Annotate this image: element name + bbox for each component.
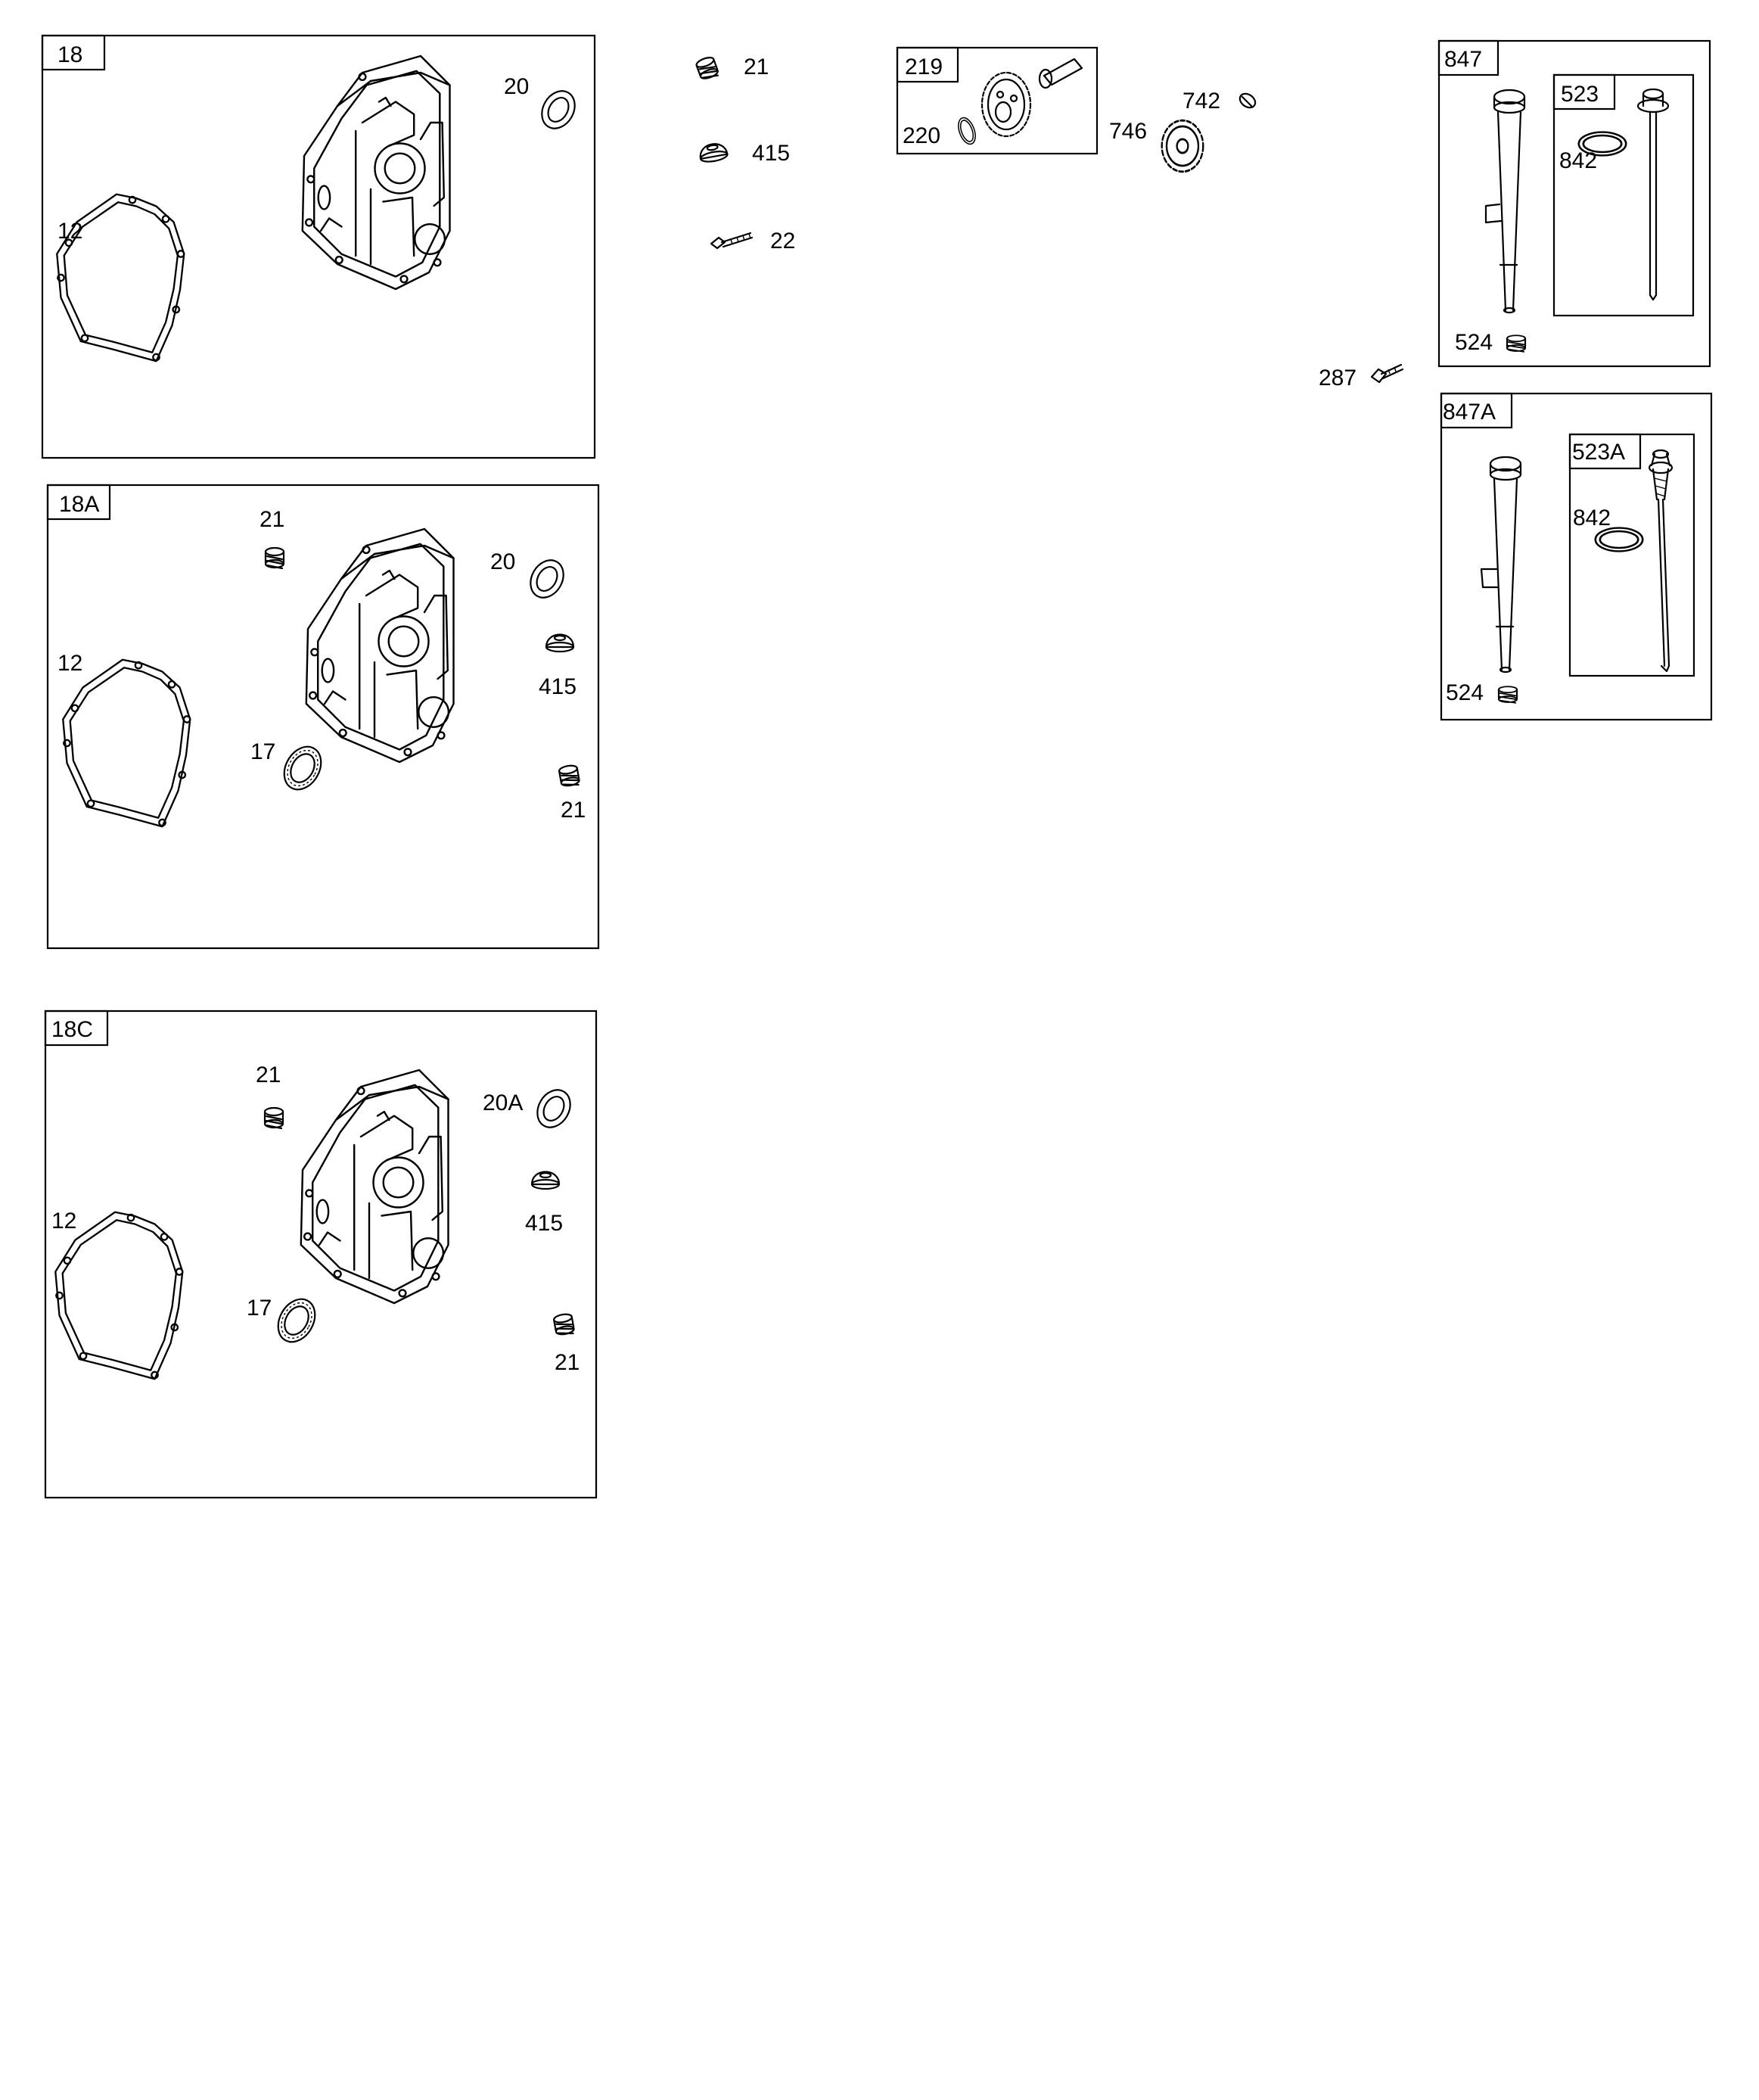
cap-415 xyxy=(698,142,728,163)
screw-287 xyxy=(1372,365,1403,382)
group-523-frame xyxy=(1554,75,1693,316)
group-18 xyxy=(42,36,595,458)
o-ring-842 xyxy=(1596,528,1642,552)
loose-gear-group xyxy=(1109,89,1258,172)
group-523 xyxy=(1554,75,1693,316)
crankcase-cover xyxy=(301,1070,449,1303)
group-18c xyxy=(45,1011,596,1498)
part-label-gasket: 12 xyxy=(51,1209,77,1234)
part-label-bearing: 17 xyxy=(247,1296,272,1321)
oil-seal-20a xyxy=(531,1084,577,1133)
group-219-id: 219 xyxy=(905,54,943,79)
plug-21-top xyxy=(265,1108,283,1128)
part-label-cap: 415 xyxy=(525,1211,564,1236)
plug-21-top xyxy=(266,548,284,568)
oil-seal-20 xyxy=(536,85,582,134)
clip-742 xyxy=(1237,91,1257,110)
governor-gear xyxy=(982,73,1030,136)
oil-seal-20 xyxy=(524,554,570,603)
group-847-id: 847 xyxy=(1444,47,1483,72)
loose-parts xyxy=(695,54,795,254)
part-label-ring: 842 xyxy=(1573,506,1611,530)
part-label-gasket: 12 xyxy=(57,651,83,676)
group-523a-frame xyxy=(1570,434,1694,676)
part-label-bearing: 17 xyxy=(250,739,276,764)
bolt-22 xyxy=(711,233,752,248)
cap-415 xyxy=(532,1172,559,1190)
part-label-seal: 20 xyxy=(504,74,530,99)
part-label-plug-top: 21 xyxy=(259,507,285,532)
group-847a-id: 847A xyxy=(1443,400,1496,425)
part-label-ring: 842 xyxy=(1559,148,1598,173)
group-18a-id: 18A xyxy=(59,492,100,517)
part-label-bolt: 22 xyxy=(770,229,796,254)
dipstick-tube xyxy=(1486,90,1524,313)
part-label-washer: 220 xyxy=(903,123,941,148)
dipstick-523a xyxy=(1649,450,1672,671)
part-label-plug-bottom: 21 xyxy=(555,1350,580,1375)
group-219 xyxy=(897,48,1097,154)
part-label-seal: 20A xyxy=(483,1090,524,1115)
group-18c-frame xyxy=(45,1011,596,1498)
gasket-12 xyxy=(55,1212,182,1380)
part-label-plug-bottom: 21 xyxy=(561,798,586,823)
part-label-plug-top: 21 xyxy=(256,1062,281,1087)
gasket-12 xyxy=(63,660,190,827)
bearing-17 xyxy=(277,740,328,796)
part-label-plug: 524 xyxy=(1446,680,1484,705)
cap-415 xyxy=(546,635,573,652)
part-label-screw: 287 xyxy=(1319,366,1357,390)
bearing-17 xyxy=(271,1293,322,1349)
part-label-plug: 21 xyxy=(744,54,769,79)
crankcase-cover xyxy=(303,56,450,289)
plug-21-bottom xyxy=(553,1313,574,1336)
gear-746 xyxy=(1162,120,1204,172)
part-label-clip: 742 xyxy=(1183,89,1221,114)
part-label-seal: 20 xyxy=(490,549,516,574)
part-label-cap: 415 xyxy=(539,674,577,699)
group-18a xyxy=(48,485,598,948)
plug-524 xyxy=(1507,335,1525,352)
screw-287-group xyxy=(1319,365,1403,390)
part-label-plug: 524 xyxy=(1455,330,1493,355)
group-523-id: 523 xyxy=(1561,82,1599,107)
dipstick-tube-a xyxy=(1481,457,1521,672)
plug-21 xyxy=(695,56,719,82)
group-18-id: 18 xyxy=(57,42,83,67)
part-label-cap: 415 xyxy=(752,141,791,166)
crankcase-cover xyxy=(306,529,454,762)
governor-shaft xyxy=(1040,59,1082,88)
part-label-gasket: 12 xyxy=(57,219,83,244)
group-18a-frame xyxy=(48,485,598,948)
group-18c-id: 18C xyxy=(51,1017,94,1042)
group-523a-id: 523A xyxy=(1572,440,1626,465)
dipstick-523 xyxy=(1638,89,1668,300)
plug-21-bottom xyxy=(558,764,580,788)
part-label-gear: 746 xyxy=(1109,119,1148,144)
group-523a xyxy=(1570,434,1694,676)
washer-220 xyxy=(956,116,979,147)
plug-524 xyxy=(1499,686,1517,703)
